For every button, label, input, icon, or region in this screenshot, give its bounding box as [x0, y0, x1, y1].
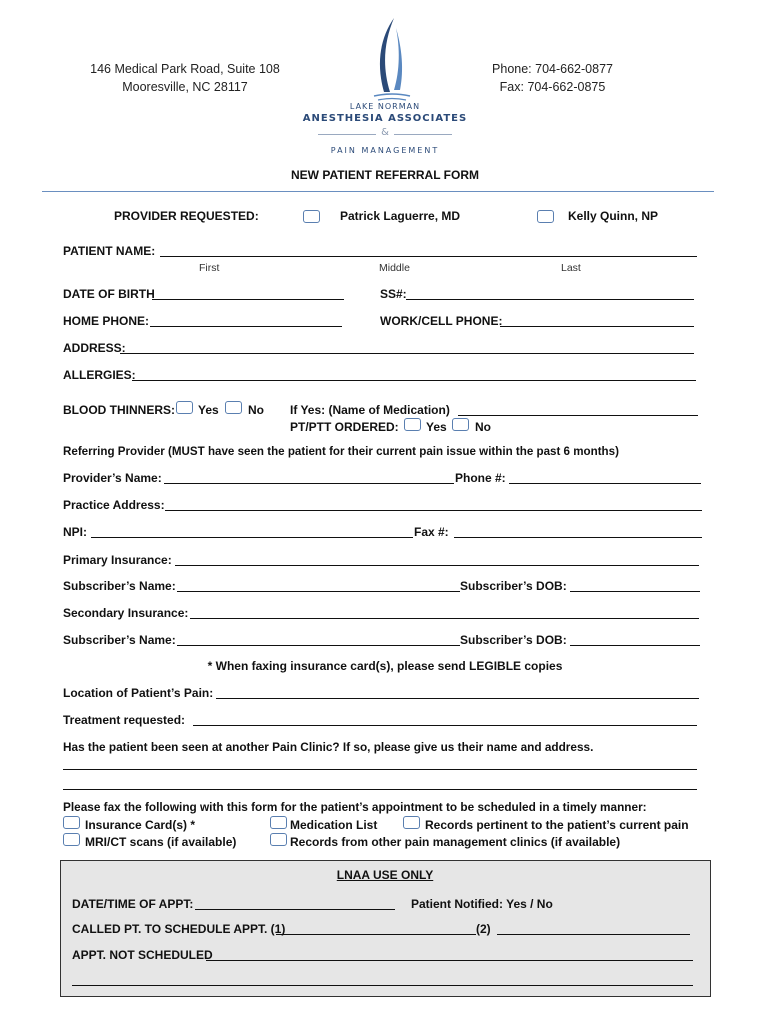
medication-list-label: Medication List — [290, 818, 378, 832]
provider-option1-checkbox[interactable] — [303, 210, 320, 223]
pertinent-records-checkbox[interactable] — [403, 816, 420, 829]
clinic-phone: Phone: 704-662-0877 — [492, 62, 613, 76]
dob-field[interactable] — [152, 299, 344, 300]
appt-datetime-label: DATE/TIME OF APPT: — [72, 897, 194, 911]
provider-fax-field[interactable] — [454, 537, 702, 538]
appt-datetime-field[interactable] — [195, 909, 395, 910]
other-clinic-field-line2[interactable] — [63, 789, 697, 790]
called-patient-field1[interactable] — [276, 934, 476, 935]
insurance-card-label: Insurance Card(s) * — [85, 818, 196, 832]
insurance-card-checkbox[interactable] — [63, 816, 80, 829]
other-clinic-field-line1[interactable] — [63, 769, 697, 770]
logo-amp: & — [381, 127, 389, 138]
allergies-label: ALLERGIES: — [63, 368, 136, 382]
form-title: NEW PATIENT REFERRAL FORM — [291, 168, 479, 182]
medication-list-checkbox[interactable] — [270, 816, 287, 829]
secondary-insurance-field[interactable] — [190, 618, 699, 619]
pain-location-label: Location of Patient’s Pain: — [63, 686, 214, 700]
called-patient-field2[interactable] — [497, 934, 690, 935]
medication-name-field[interactable] — [458, 415, 698, 416]
other-clinic-records-label: Records from other pain management clinics (if available) — [290, 835, 621, 849]
npi-field[interactable] — [91, 537, 413, 538]
treatment-requested-field[interactable] — [193, 725, 697, 726]
practice-address-label: Practice Address: — [63, 498, 165, 512]
address-label: ADDRESS: — [63, 341, 126, 355]
patient-notified-label: Patient Notified: Yes / No — [411, 897, 553, 911]
ptptt-no-checkbox[interactable] — [452, 418, 469, 431]
subscriber2-dob-field[interactable] — [570, 645, 700, 646]
blood-thinners-yes-checkbox[interactable] — [176, 401, 193, 414]
ptptt-yes-label: Yes — [426, 420, 447, 434]
title-divider — [42, 191, 714, 192]
provider-phone-label: Phone #: — [455, 471, 506, 485]
provider-label: PROVIDER REQUESTED: — [114, 209, 259, 223]
ptptt-no-label: No — [475, 420, 491, 434]
last-name-caption: Last — [561, 262, 581, 274]
primary-insurance-label: Primary Insurance: — [63, 553, 172, 567]
sailboat-icon — [360, 14, 420, 104]
work-phone-label: WORK/CELL PHONE: — [380, 314, 503, 328]
primary-insurance-field[interactable] — [175, 565, 699, 566]
providers-name-label: Provider’s Name: — [63, 471, 162, 485]
fax-instructions-heading: Please fax the following with this form for the patient’s appointment to be scheduled in a timely manner: — [63, 800, 647, 814]
patient-name-field[interactable] — [160, 256, 697, 257]
blood-thinners-yes-label: Yes — [198, 403, 219, 417]
blood-thinners-no-label: No — [248, 403, 264, 417]
logo-line2: ANESTHESIA ASSOCIATES — [302, 113, 468, 124]
dob-label: DATE OF BIRTH — [63, 287, 155, 301]
ptptt-label: PT/PTT ORDERED: — [290, 420, 399, 434]
ss-field[interactable] — [406, 299, 694, 300]
provider-option1-label: Patrick Laguerre, MD — [340, 209, 461, 223]
clinic-address-line2: Mooresville, NC 28117 — [122, 80, 248, 94]
provider-option2-checkbox[interactable] — [537, 210, 554, 223]
subscriber1-name-field[interactable] — [177, 591, 460, 592]
logo-rule-right — [394, 134, 452, 135]
called-patient-label: CALLED PT. TO SCHEDULE APPT. (1) — [72, 922, 286, 936]
practice-address-field[interactable] — [165, 510, 702, 511]
clinic-address-line1: 146 Medical Park Road, Suite 108 — [90, 62, 280, 76]
npi-label: NPI: — [63, 525, 87, 539]
secondary-insurance-label: Secondary Insurance: — [63, 606, 189, 620]
clinic-fax: Fax: 704-662-0875 — [499, 80, 606, 94]
middle-name-caption: Middle — [379, 262, 410, 274]
mri-ct-label: MRI/CT scans (if available) — [85, 835, 237, 849]
blood-thinners-label: BLOOD THINNERS: — [63, 403, 175, 417]
subscriber2-name-field[interactable] — [177, 645, 460, 646]
referring-provider-note: Referring Provider (MUST have seen the patient for their current pain issue within the past 6 months) — [63, 445, 619, 458]
blood-thinners-no-checkbox[interactable] — [225, 401, 242, 414]
subscriber1-dob-label: Subscriber’s DOB: — [460, 579, 567, 593]
work-phone-field[interactable] — [500, 326, 694, 327]
home-phone-field[interactable] — [150, 326, 342, 327]
other-clinic-records-checkbox[interactable] — [270, 833, 287, 846]
allergies-field[interactable] — [132, 380, 696, 381]
medication-name-label: If Yes: (Name of Medication) — [290, 403, 450, 417]
treatment-requested-label: Treatment requested: — [63, 713, 186, 727]
first-name-caption: First — [199, 262, 220, 274]
provider-option2-label: Kelly Quinn, NP — [568, 209, 659, 223]
subscriber1-dob-field[interactable] — [570, 591, 700, 592]
office-use-title: LNAA USE ONLY — [336, 868, 434, 882]
address-field[interactable] — [120, 353, 694, 354]
provider-fax-label: Fax #: — [414, 525, 449, 539]
mri-ct-checkbox[interactable] — [63, 833, 80, 846]
logo-line3: PAIN MANAGEMENT — [330, 146, 440, 155]
providers-name-field[interactable] — [164, 483, 454, 484]
ss-label: SS#: — [380, 287, 407, 301]
subscriber2-dob-label: Subscriber’s DOB: — [460, 633, 567, 647]
appt-not-scheduled-field-line2[interactable] — [72, 985, 693, 986]
pertinent-records-label: Records pertinent to the patient’s current pain — [425, 818, 689, 832]
appt-not-scheduled-label: APPT. NOT SCHEDULED — [72, 948, 213, 962]
ptptt-yes-checkbox[interactable] — [404, 418, 421, 431]
logo-line1: LAKE NORMAN — [349, 102, 421, 111]
provider-phone-field[interactable] — [509, 483, 701, 484]
other-clinic-question: Has the patient been seen at another Pain Clinic? If so, please give us their name and address. — [63, 740, 594, 754]
subscriber2-name-label: Subscriber’s Name: — [63, 633, 176, 647]
insurance-card-note: * When faxing insurance card(s), please send LEGIBLE copies — [207, 659, 563, 673]
home-phone-label: HOME PHONE: — [63, 314, 150, 328]
appt-not-scheduled-field[interactable] — [206, 960, 693, 961]
called-patient-2-label: (2) — [476, 922, 491, 936]
logo-rule-left — [318, 134, 376, 135]
subscriber1-name-label: Subscriber’s Name: — [63, 579, 176, 593]
patient-name-label: PATIENT NAME: — [63, 244, 156, 258]
pain-location-field[interactable] — [216, 698, 699, 699]
